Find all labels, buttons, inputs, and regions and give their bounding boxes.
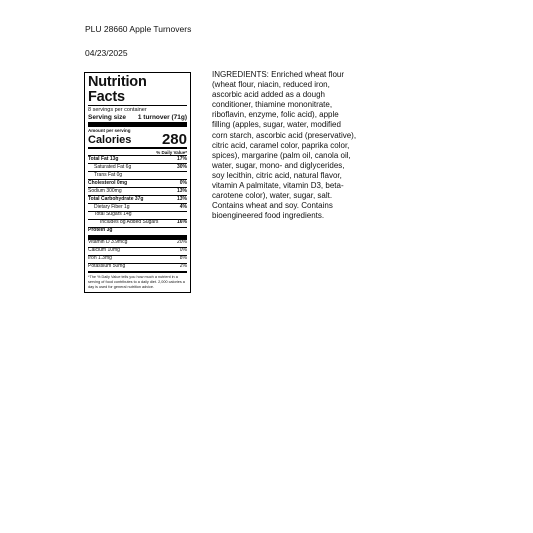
nutrient-label: Total Fat 13g [88,155,119,162]
serving-size-label: Serving size [88,113,126,121]
nutrient-dv: 17% [176,155,187,162]
vitamin-row-iron [88,255,187,263]
label-date: 04/23/2025 [85,48,128,58]
vitamin-row-vitamin-d [88,240,187,247]
ingredients-text: INGREDIENTS: Enriched wheat flour (wheat flour, niacin, reduced iron, ascorbic acid added as a dough conditioner, thiamine mononitrate, riboflavin, enzyme, folic acid), apple filling (apples, sugar, water, modified corn starch, ascorbic acid (preservative), citric acid, caramel color, paprika color, spices), margarine (palm oil, canola oil, water, sugar, mono- and diglycerides, soy lecithin, citric acid, natural flavor, vitamin A palmitate, vitamin D3, beta-carotene color), water, sugar, salt. Contains wheat and soy. Contains bioengineered food ingredients. [212,70,357,221]
vitamin-label: Potassium 50mg [88,263,126,270]
vitamin-dv: 8% [179,255,187,262]
nutrient-row-dietary-fiber [88,203,187,211]
nutrient-row-total-fat [88,155,187,163]
nutrient-label: Dietary Fiber 1g [94,203,130,210]
nutrient-label: Total Sugars 14g [94,211,132,218]
nutrient-row-added-sugars [88,219,187,227]
nutrient-row-sodium [88,187,187,195]
nutrient-row-trans-fat [88,171,187,179]
vitamin-dv: 2% [179,263,187,270]
daily-value-header: % Daily Value* [88,147,187,155]
vitamin-label: Calcium 10mg [88,247,120,254]
servings-per-container: 8 servings per container [88,105,187,113]
calories-label: Calories [88,134,132,147]
amount-per-serving: Amount per serving [88,127,131,133]
vitamin-row-calcium [88,247,187,255]
nutrient-label: Cholesterol 0mg [88,179,128,186]
nutrient-label: Trans Fat 0g [94,171,123,178]
vitamin-label: Vitamin D 3.9mcg [88,239,128,246]
daily-value-footnote: *The % Daily Value tells you how much a nutrient in a serving of food contributes to a daily diet. 2,000 calories a day is used for general nutrition advice. [88,271,187,289]
nutrient-label: Total Carbohydrate 37g [88,195,144,202]
nutrient-label: Sodium 300mg [88,187,122,194]
nutrient-dv: 16% [176,219,187,226]
nutrient-dv: 30% [176,163,187,170]
nutrient-row-protein [88,227,187,235]
nutrient-dv: 4% [179,203,187,210]
serving-size-row [88,113,187,122]
vitamin-dv: 0% [179,247,187,254]
serving-size-value: 1 turnover (71g) [137,113,187,121]
nutrient-label: Protein 3g [88,227,113,234]
nutrient-label: Saturated Fat 6g [94,163,132,170]
nutrient-dv: 13% [176,195,187,202]
product-title: PLU 28660 Apple Turnovers [85,24,192,34]
nutrient-row-saturated-fat [88,163,187,171]
calories-value: 280 [161,131,187,149]
nutrition-facts-panel [84,72,191,293]
vitamin-row-potassium [88,263,187,271]
nutrient-row-total-carbohydrate [88,195,187,203]
calories-row [88,133,187,147]
nutrition-facts-title: Nutrition Facts [88,74,147,105]
nutrient-row-cholesterol [88,179,187,187]
vitamin-dv: 20% [176,239,187,246]
vitamin-label: Iron 1.3mg [88,255,112,262]
nutrient-row-total-sugars [88,211,187,219]
nutrient-dv: 0% [179,179,187,186]
nutrient-label: Includes 8g Added Sugars [100,219,159,226]
nutrient-dv: 13% [176,187,187,194]
